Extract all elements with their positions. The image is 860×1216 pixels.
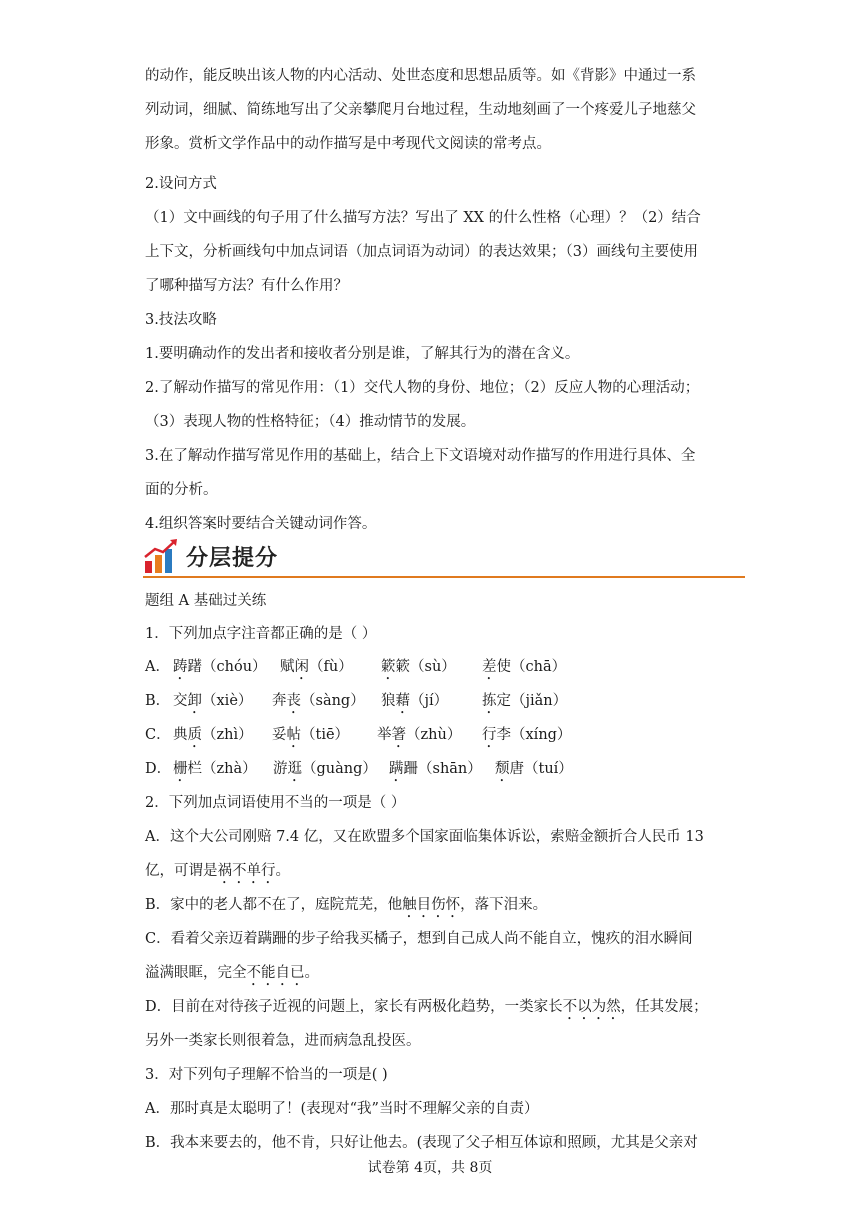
tip-4: 4.组织答案时要结合关键动词作答。 xyxy=(145,516,377,532)
pinyin-item: 行李（xíng） xyxy=(482,727,572,743)
banner-rule xyxy=(143,576,745,578)
pinyin-item: 妥帖（tiē） xyxy=(272,727,350,743)
exam-page: 的动作，能反映出该人物的内心活动、处世态度和思想品质等。如《背影》中通过一系 列动词，细腻、简练地写出了父亲攀爬月台地过程，生动地刻画了一个疼爱儿子地慈父 形象。赏析文学作品中的动作描写是中考现代文阅读的常考点。 2.设问方式 （1）文中画线的句子用了什么描写方法？写出了 XX 的什么性格（心理）？（2）结合 上下文，分析画线句中加点词语（加点词语为动词）的表达效果；（3）画线句主要使用 了哪种描写方法？有什么作用？ 3.技法攻略 1.要明确动作的发出者和接收者分别是谁，了解其行为的潜在含义。 2.了解动作描写的常见作用：（1）交代人物的身份、地位；（2）反应人物的心理活动； （3）表现人物的性格特征；（4）推动情节的发展。 3.在了解动作描写常见作用的基础上，结合上下文语境对动作描写的作用进行具体、全 面的分析。 4.组织答案时要结合关键动词作答。 分层提分 题组 A 基础过关练 1．下列加点字注音都正确的是（ ） A． 踌躇（chóu） 赋闲（fù） 簌簌（sù） 差使（chā） B． 交卸（xiè） 奔丧（sàng） 狼藉（jí） 拣定（jiǎn） C． 典质（zhì） 妥帖（tiē） 举箸（zhù） 行李（xíng） D． 栅栏（zhà） 游逛（guàng） 蹒跚（shān） 颓唐（tuí） 2．下列加点词语使用不当的一项是（ ） A．这个大公司刚赔 7.4 亿，又在欧盟多个国家面临集体诉讼，索赔金额折合人民币 13 亿，可谓是祸不单行。 B．家中的老人都不在了，庭院荒芜，他触目伤怀，落下泪来。 C．看着父亲迈着蹒跚的步子给我买橘子，想到自己成人尚不能自立，愧疚的泪水瞬间 溢满眼眶，完全不能自已。 D．目前在对待孩子近视的问题上，家长有两极化趋势，一类家长不以为然，任其发展； 另外一类家长则很着急，进而病急乱投医。 3．对下列句子理解不恰当的一项是( ) A．那时真是太聪明了！(表现对“我”当时不理解父亲的自责） B．我本来要去的，他不肯，只好让他去。(表现了父子相互体谅和照顾，尤其是父亲对 试卷第 4页，共 8页 xyxy=(0,0,860,1216)
pinyin-item: 游逛（guàng） xyxy=(273,761,377,777)
pinyin-item: 举箸（zhù） xyxy=(377,727,462,743)
question-style-line-3: 了哪种描写方法？有什么作用？ xyxy=(145,278,348,294)
pinyin-item: 奔丧（sàng） xyxy=(272,693,365,709)
q2-option-c-line-1: C．看着父亲迈着蹒跚的步子给我买橘子，想到自己成人尚不能自立，愧疚的泪水瞬间 xyxy=(145,931,693,947)
bar-chart-up-arrow-icon xyxy=(143,537,181,575)
intro-line-2: 列动词，细腻、简练地写出了父亲攀爬月台地过程，生动地刻画了一个疼爱儿子地慈父 xyxy=(145,102,696,118)
pinyin-item: 簌簌（sù） xyxy=(381,659,456,675)
q2-option-a-line-2: 亿，可谓是祸不单行。 xyxy=(145,863,290,879)
q3-option-a: A．那时真是太聪明了！(表现对“我”当时不理解父亲的自责） xyxy=(145,1101,539,1117)
tip-2-line-2: （3）表现人物的性格特征；（4）推动情节的发展。 xyxy=(145,414,476,430)
q3-stem: 3．对下列句子理解不恰当的一项是( ) xyxy=(145,1067,388,1083)
pinyin-item: 差使（chā） xyxy=(482,659,567,675)
pinyin-item: 典质（zhì） xyxy=(173,727,253,743)
pinyin-item: 狼藉（jí） xyxy=(381,693,449,709)
page-footer: 试卷第 4页，共 8页 xyxy=(367,1160,493,1176)
q2-option-a-line-1: A．这个大公司刚赔 7.4 亿，又在欧盟多个国家面临集体诉讼，索赔金额折合人民币 13 xyxy=(145,829,704,845)
pinyin-item: 栅栏（zhà） xyxy=(173,761,257,777)
pinyin-item: 拣定（jiǎn） xyxy=(482,693,568,709)
section-banner xyxy=(143,537,745,581)
section-3-heading: 3.技法攻略 xyxy=(145,312,217,328)
intro-line-1: 的动作，能反映出该人物的内心活动、处世态度和思想品质等。如《背影》中通过一系 xyxy=(145,68,696,84)
pinyin-item: 交卸（xiè） xyxy=(173,693,253,709)
q3-option-b: B．我本来要去的，他不肯，只好让他去。(表现了父子相互体谅和照顾，尤其是父亲对 xyxy=(145,1135,698,1151)
section-2-heading: 2.设问方式 xyxy=(145,176,217,192)
q2-option-b: B．家中的老人都不在了，庭院荒芜，他触目伤怀，落下泪来。 xyxy=(145,897,548,913)
question-style-line-1: （1）文中画线的句子用了什么描写方法？写出了 XX 的什么性格（心理）？（2）结合 xyxy=(145,210,701,226)
question-style-line-2: 上下文，分析画线句中加点词语（加点词语为动词）的表达效果；（3）画线句主要使用 xyxy=(145,244,698,260)
banner-title: 分层提分 xyxy=(186,546,279,571)
tip-1: 1.要明确动作的发出者和接收者分别是谁，了解其行为的潜在含义。 xyxy=(145,346,580,362)
q1-stem: 1．下列加点字注音都正确的是（ ） xyxy=(145,626,377,642)
pinyin-item: 颓唐（tuí） xyxy=(495,761,573,777)
q2-option-d-line-1: D．目前在对待孩子近视的问题上，家长有两极化趋势，一类家长不以为然，任其发展； xyxy=(145,999,708,1015)
q2-stem: 2．下列加点词语使用不当的一项是（ ） xyxy=(145,795,406,811)
tip-2-line-1: 2.了解动作描写的常见作用：（1）交代人物的身份、地位；（2）反应人物的心理活动； xyxy=(145,380,700,396)
pinyin-item: 蹒跚（shān） xyxy=(389,761,482,777)
q2-option-d-line-2: 另外一类家长则很着急，进而病急乱投医。 xyxy=(145,1033,421,1049)
pinyin-item: 踌躇（chóu） xyxy=(173,659,267,675)
tip-3-line-2: 面的分析。 xyxy=(145,482,218,498)
group-title: 题组 A 基础过关练 xyxy=(145,593,267,609)
q2-option-c-line-2: 溢满眼眶，完全不能自已。 xyxy=(145,965,319,981)
intro-line-3: 形象。赏析文学作品中的动作描写是中考现代文阅读的常考点。 xyxy=(145,136,551,152)
tip-3-line-1: 3.在了解动作描写常见作用的基础上，结合上下文语境对动作描写的作用进行具体、全 xyxy=(145,448,696,464)
pinyin-item: 赋闲（fù） xyxy=(280,659,353,675)
